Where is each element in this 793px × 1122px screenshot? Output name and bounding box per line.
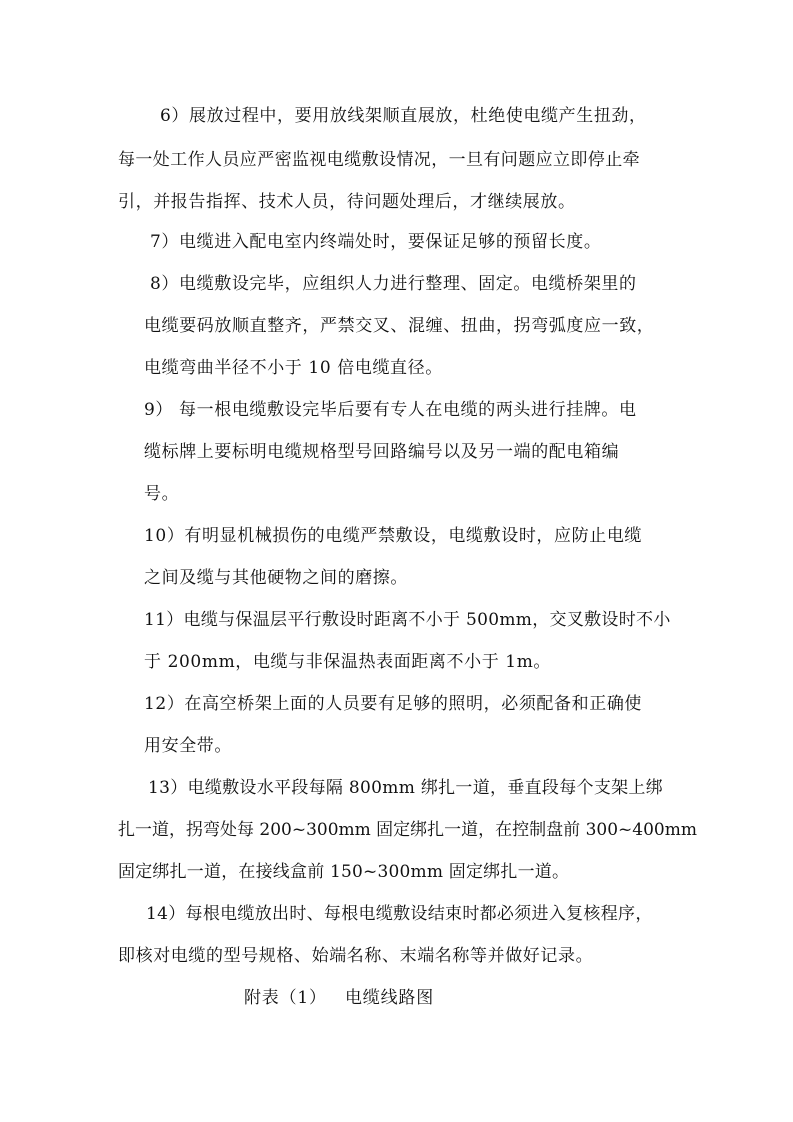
- paragraph-6-line-1: 6）展放过程中，要用放线架顺直展放，杜绝使电缆产生扭劲，: [160, 106, 647, 126]
- appendix-caption-title: 电缆线路图: [345, 988, 434, 1008]
- paragraph-13-line-2: 扎一道，拐弯处每 200~300mm 固定绑扎一道，在控制盘前 300~400mm: [118, 820, 697, 840]
- paragraph-13-line-1: 13）电缆敷设水平段每隔 800mm 绑扎一道，垂直段每个支架上绑: [148, 778, 664, 798]
- paragraph-11-line-2: 于 200mm，电缆与非保温热表面距离不小于 1m。: [144, 652, 552, 672]
- paragraph-14-line-2: 即核对电缆的型号规格、始端名称、末端名称等并做好记录。: [118, 946, 594, 966]
- paragraph-8-line-1: 8）电缆敷设完毕，应组织人力进行整理、固定。电缆桥架里的: [150, 274, 637, 294]
- paragraph-13-line-3: 固定绑扎一道，在接线盒前 150~300mm 固定绑扎一道。: [118, 862, 570, 882]
- paragraph-12-line-1: 12）在高空桥架上面的人员要有足够的照明，必须配备和正确使: [144, 694, 643, 714]
- paragraph-8-line-3: 电缆弯曲半径不小于 10 倍电缆直径。: [144, 358, 443, 378]
- appendix-caption-label: 附表（1）: [244, 988, 327, 1008]
- paragraph-6-line-3: 引，并报告指挥、技术人员，待问题处理后，才继续展放。: [118, 192, 576, 212]
- paragraph-10-line-1: 10）有明显机械损伤的电缆严禁敷设，电缆敷设时，应防止电缆: [144, 526, 643, 546]
- paragraph-6-line-2: 每一处工作人员应严密监视电缆敷设情况，一旦有问题应立即停止牵: [118, 150, 640, 170]
- paragraph-9-line-1: 9） 每一根电缆敷设完毕后要有专人在电缆的两头进行挂牌。电: [144, 400, 637, 420]
- paragraph-11-line-1: 11）电缆与保温层平行敷设时距离不小于 500mm，交叉敷设时不小: [144, 610, 671, 630]
- paragraph-10-line-2: 之间及缆与其他硬物之间的磨擦。: [144, 568, 408, 588]
- paragraph-9-line-2: 缆标牌上要标明电缆规格型号回路编号以及另一端的配电箱编: [144, 442, 620, 462]
- paragraph-14-line-1: 14）每根电缆放出时、每根电缆敷设结束时都必须进入复核程序，: [146, 904, 653, 924]
- paragraph-8-line-2: 电缆要码放顺直整齐，严禁交叉、混缠、扭曲，拐弯弧度应一致，: [144, 316, 655, 336]
- paragraph-9-line-3: 号。: [144, 484, 180, 504]
- paragraph-7-line-1: 7）电缆进入配电室内终端处时，要保证足够的预留长度。: [150, 232, 602, 252]
- paragraph-12-line-2: 用安全带。: [144, 736, 232, 756]
